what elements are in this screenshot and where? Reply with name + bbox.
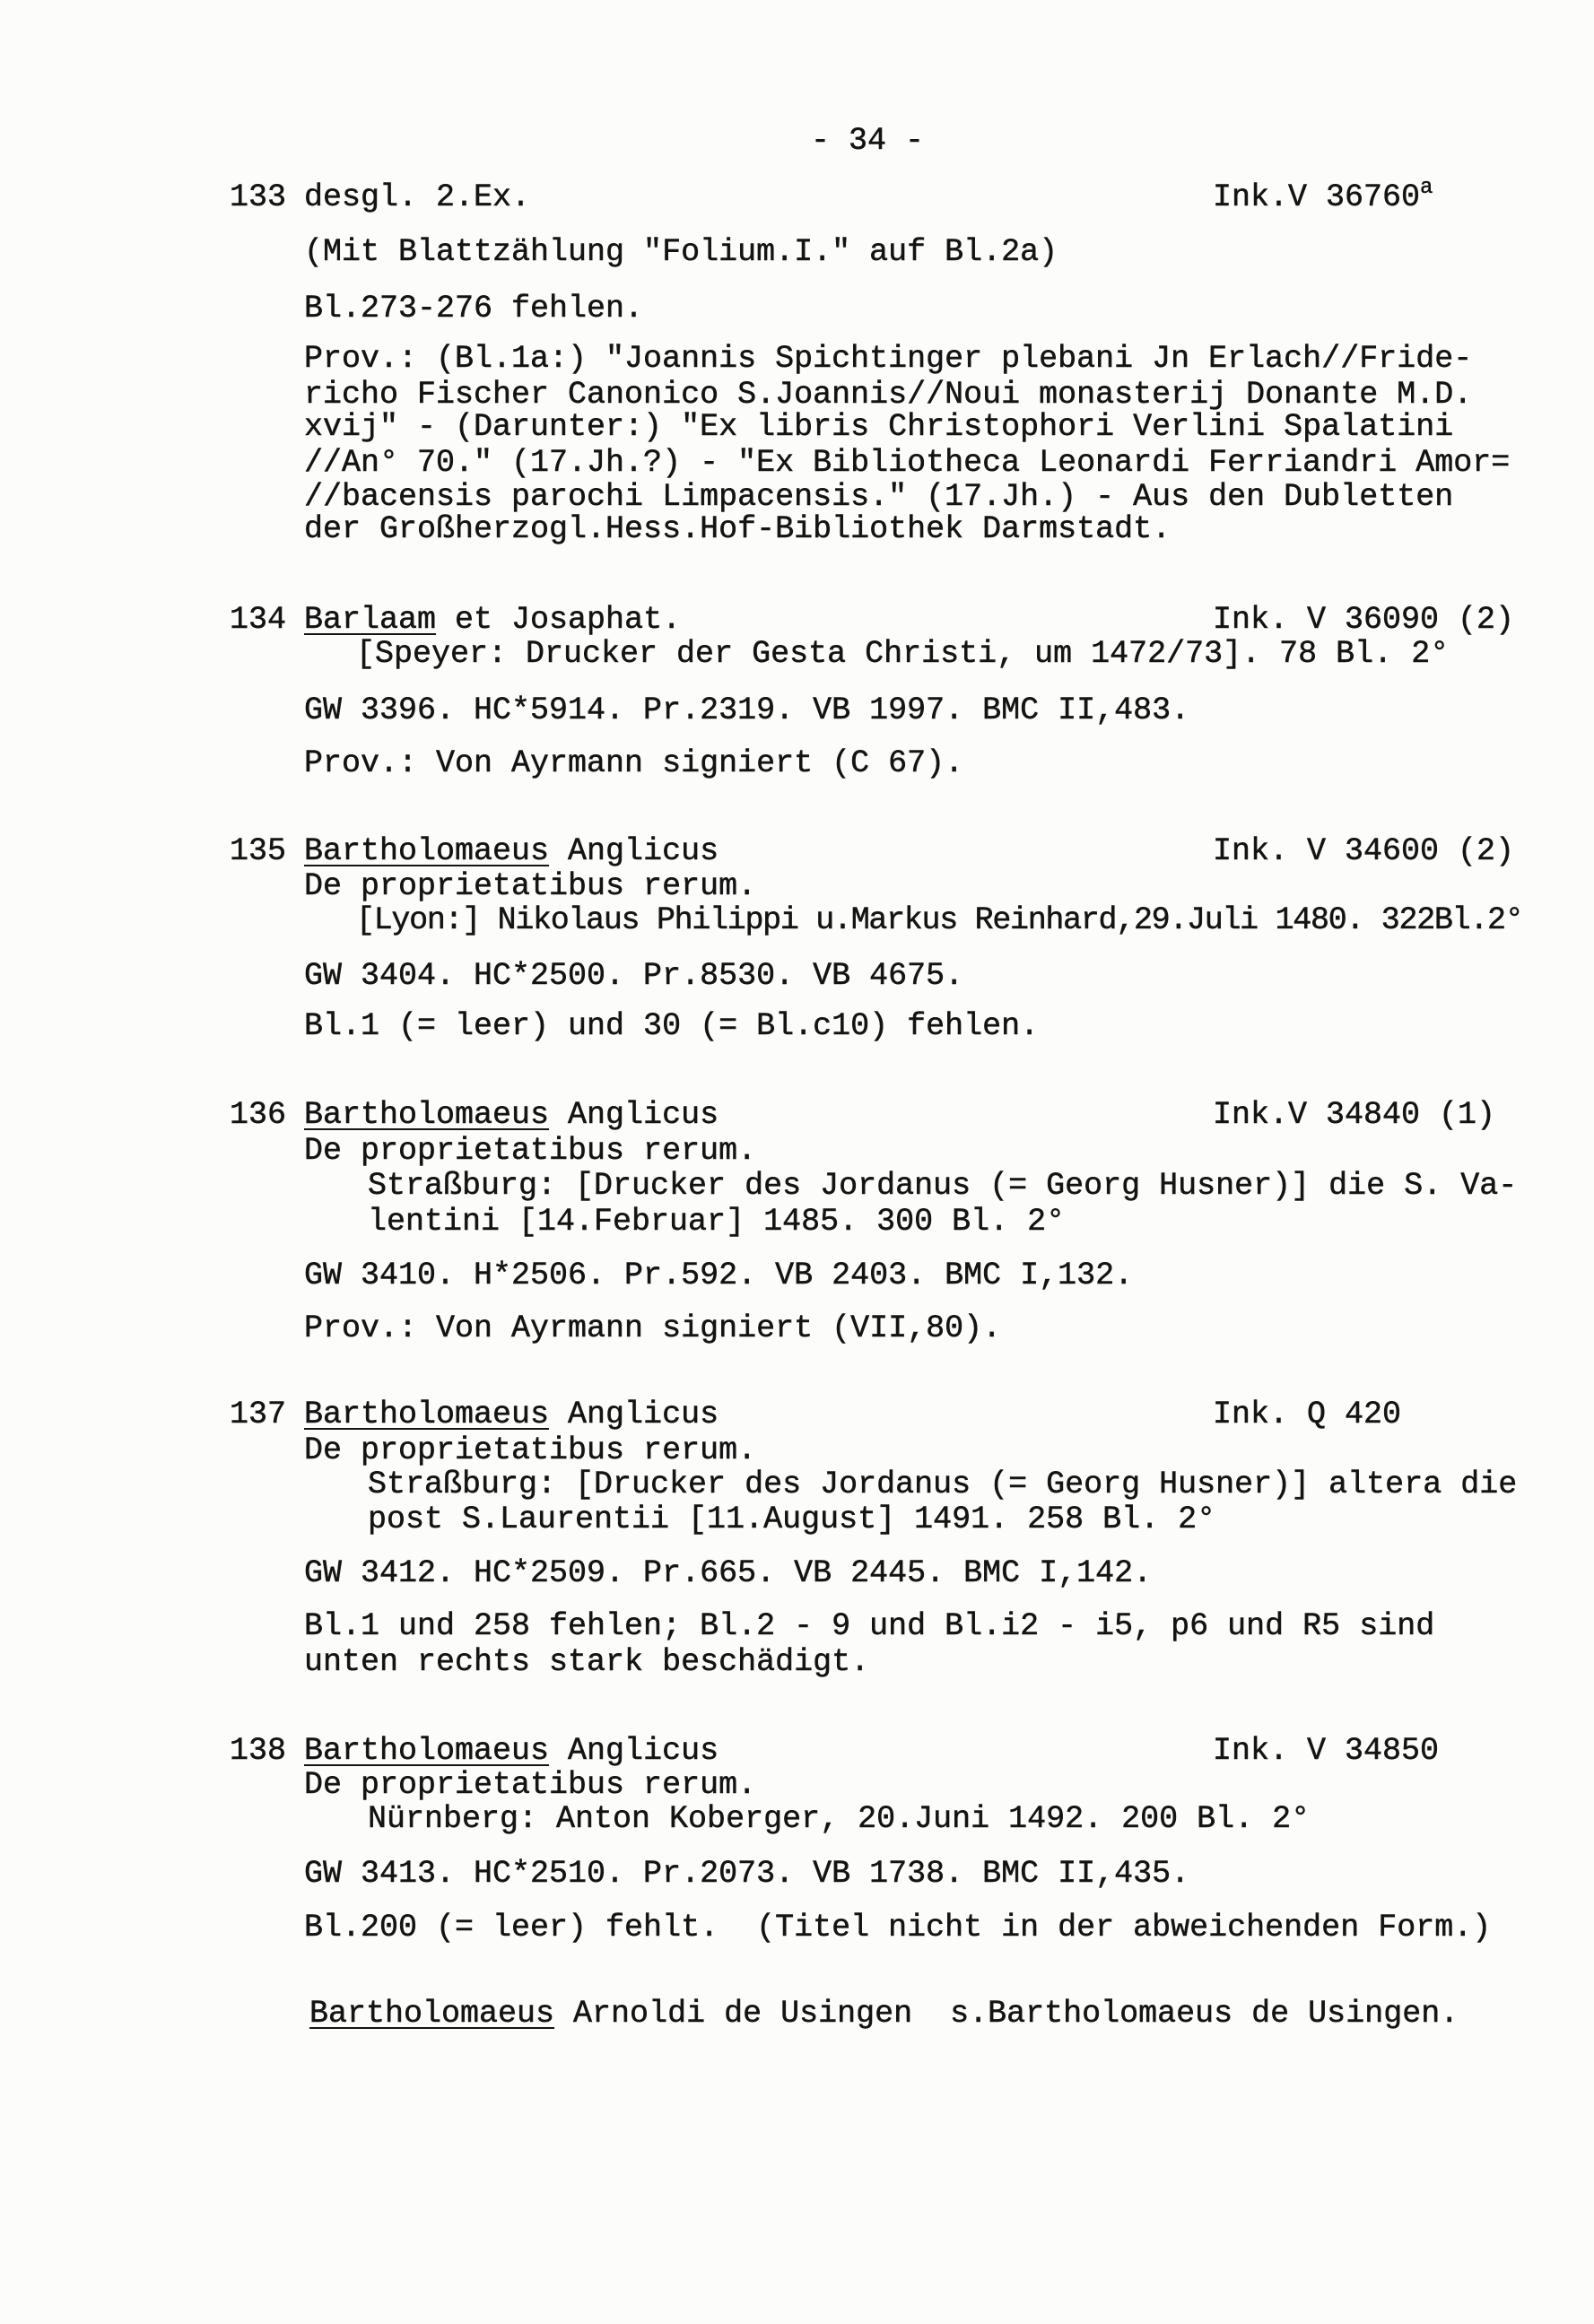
entry-line: post S.Laurentii [11.August] 1491. 258 Bl. 2° <box>368 1501 1216 1537</box>
entry-line: GW 3412. HC*2509. Pr.665. VB 2445. BMC I,142. <box>304 1555 1153 1591</box>
heading-title: Anglicus <box>549 1097 719 1133</box>
entry-number: 138 <box>230 1733 287 1769</box>
entry-heading <box>304 1733 719 1769</box>
heading-author: Barlaam <box>304 602 437 638</box>
cross-reference <box>309 1996 1459 2032</box>
entry-line: Bl.1 (= leer) und 30 (= Bl.c10) fehlen. <box>304 1008 1040 1044</box>
heading-author: Bartholomaeus <box>304 1397 550 1432</box>
entry-line: [Lyon:] Nikolaus Philippi u.Markus Reinhard,29.Juli 1480. 322Bl.2° <box>356 902 1523 938</box>
heading-author: Bartholomaeus <box>304 1733 550 1769</box>
entry-line: De proprietatibus rerum. <box>304 868 757 904</box>
entry-line: xvij" - (Darunter:) "Ex libris Christophori Verlini Spalatini <box>304 409 1454 445</box>
heading-author: Bartholomaeus <box>304 833 550 869</box>
entry-line: richo Fischer Canonico S.Joannis//Noui monasterij Donante M.D. <box>304 377 1473 413</box>
entry-heading <box>304 1097 719 1133</box>
entry-line: Bl.273-276 fehlen. <box>304 291 644 326</box>
entry-number: 134 <box>230 602 287 638</box>
entry-line: GW 3410. H*2506. Pr.592. VB 2403. BMC I,132. <box>304 1258 1134 1293</box>
entry-line: Prov.: Von Ayrmann signiert (VII,80). <box>304 1310 1002 1346</box>
entry-heading <box>304 833 719 869</box>
entry-heading <box>304 1397 719 1432</box>
entry-line: //An° 70." (17.Jh.?) - "Ex Bibliotheca Leonardi Ferriandri Amor= <box>304 445 1511 481</box>
entry-line: lentini [14.Februar] 1485. 300 Bl. 2° <box>368 1204 1066 1240</box>
entry-line: Bl.1 und 258 fehlen; Bl.2 - 9 und Bl.i2 - i5, p6 und R5 sind <box>304 1608 1435 1644</box>
entry-line: GW 3396. HC*5914. Pr.2319. VB 1997. BMC II,483. <box>304 692 1190 728</box>
heading-title: Anglicus <box>549 1733 719 1769</box>
entry-shelfmark: Ink. V 36090 (2) <box>1213 602 1515 638</box>
entry-shelfmark: Ink. Q 420 <box>1213 1397 1402 1432</box>
entry-line: GW 3413. HC*2510. Pr.2073. VB 1738. BMC II,435. <box>304 1856 1190 1892</box>
entry-line: De proprietatibus rerum. <box>304 1767 757 1803</box>
cross-reference-text: Arnoldi de Usingen s.Bartholomaeus de Usingen. <box>554 1996 1459 2032</box>
entry-shelfmark: Ink. V 34600 (2) <box>1213 833 1515 869</box>
entry-line: (Mit Blattzählung "Folium.I." auf Bl.2a) <box>304 234 1058 270</box>
entry-line: der Großherzogl.Hess.Hof-Bibliothek Darmstadt. <box>304 511 1172 547</box>
entry-number: 133 <box>230 179 287 215</box>
entry-line: Prov.: (Bl.1a:) "Joannis Spichtinger plebani Jn Erlach//Fride- <box>304 341 1473 377</box>
entry-line: unten rechts stark beschädigt. <box>304 1644 870 1680</box>
entry-number: 137 <box>230 1397 287 1432</box>
heading-author: Bartholomaeus <box>304 1097 550 1133</box>
page-number: - 34 - <box>811 123 925 159</box>
entry-line: Bl.200 (= leer) fehlt. (Titel nicht in der abweichenden Form.) <box>304 1910 1492 1945</box>
heading-title: et Josaphat. <box>436 602 682 638</box>
entry-line: De proprietatibus rerum. <box>304 1432 757 1468</box>
entry-shelfmark: Ink. V 34850 <box>1213 1733 1440 1769</box>
shelfmark-text: Ink.V 36760 <box>1213 179 1421 215</box>
entry-heading <box>304 602 681 638</box>
entry-line: [Speyer: Drucker der Gesta Christi, um 1472/73]. 78 Bl. 2° <box>356 636 1450 672</box>
entry-line: //bacensis parochi Limpacensis." (17.Jh.) - Aus den Dubletten <box>304 479 1454 515</box>
cross-reference-author: Bartholomaeus <box>309 1996 555 2032</box>
entry-line: Nürnberg: Anton Koberger, 20.Juni 1492. 200 Bl. 2° <box>368 1801 1311 1837</box>
entry-line: GW 3404. HC*2500. Pr.8530. VB 4675. <box>304 958 964 994</box>
entry-line: De proprietatibus rerum. <box>304 1133 757 1169</box>
entry-number: 136 <box>230 1097 287 1133</box>
entry-line: Prov.: Von Ayrmann signiert (C 67). <box>304 745 964 781</box>
heading-title: Anglicus <box>549 1397 719 1432</box>
entry-line: Straßburg: [Drucker des Jordanus (= Georg Husner)] die S. Va- <box>368 1168 1518 1204</box>
entry-shelfmark <box>1213 176 1433 219</box>
shelfmark-suffix: a <box>1420 176 1433 200</box>
entry-heading: desgl. 2.Ex. <box>304 179 531 215</box>
entry-shelfmark: Ink.V 34840 (1) <box>1213 1097 1496 1133</box>
heading-title: Anglicus <box>549 833 719 869</box>
entry-line: Straßburg: [Drucker des Jordanus (= Georg Husner)] altera die <box>368 1467 1518 1502</box>
entry-number: 135 <box>230 833 287 869</box>
